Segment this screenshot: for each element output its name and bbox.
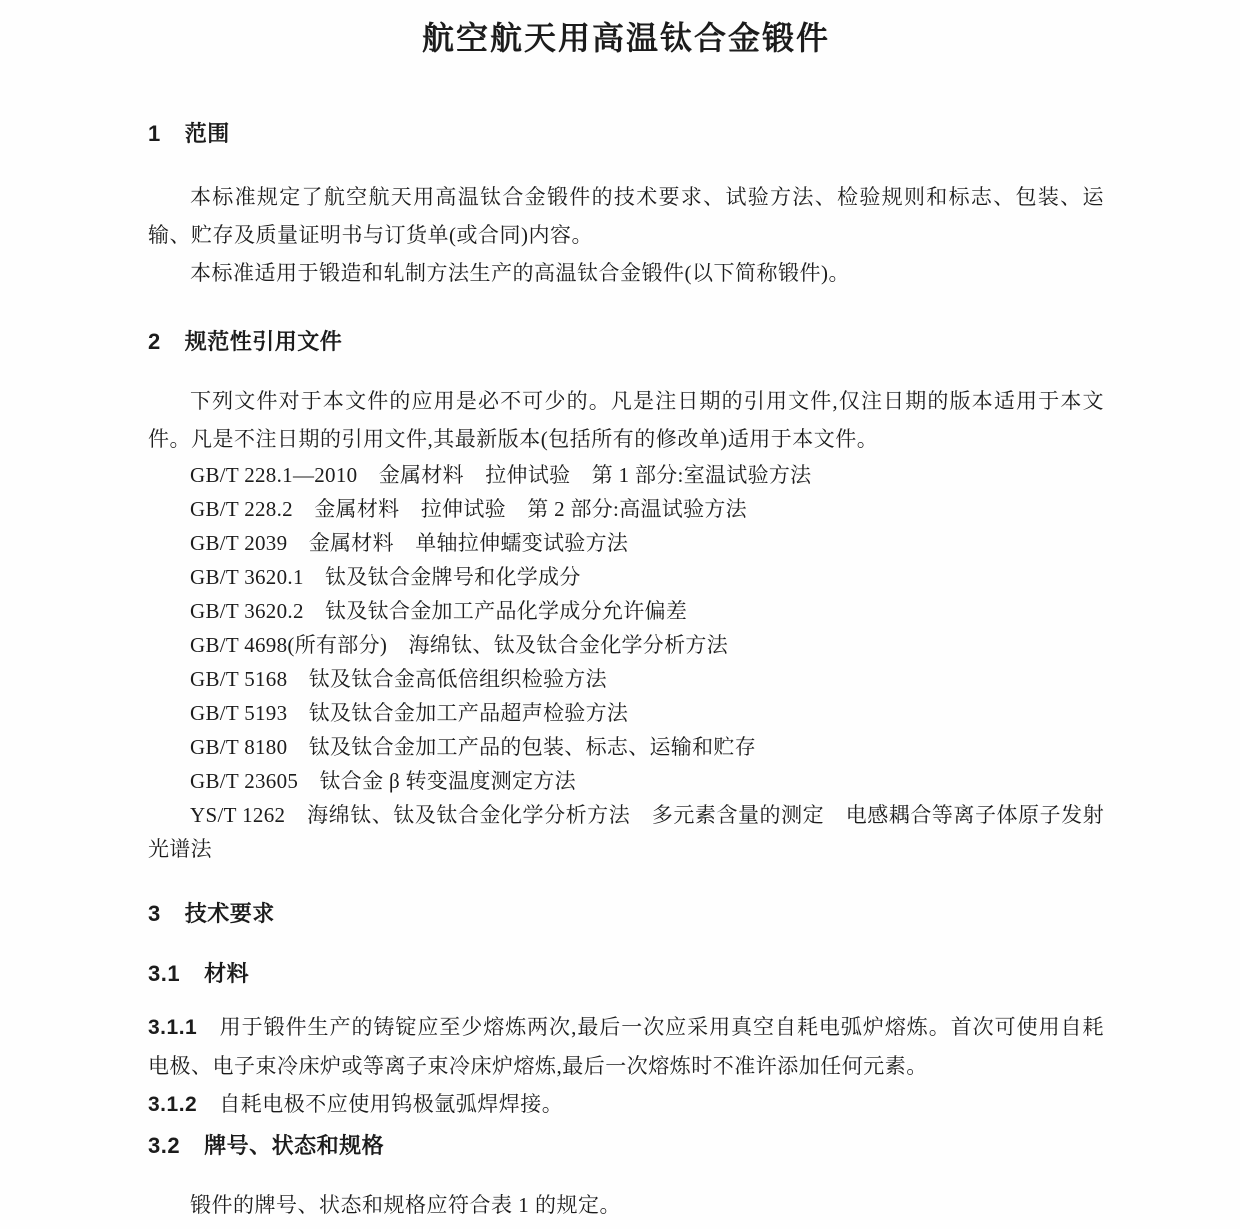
reference-item: GB/T 5193 钛及钛合金加工产品超声检验方法 bbox=[190, 701, 629, 725]
clause-3-1-2-number: 3.1.2 bbox=[148, 1093, 198, 1116]
clause-3-1-1-paragraph bbox=[148, 1008, 1104, 1085]
reference-item: GB/T 4698(所有部分) 海绵钛、钛及钛合金化学分析方法 bbox=[190, 633, 728, 657]
section-3-number: 3 bbox=[148, 901, 161, 926]
reference-item: GB/T 228.1—2010 金属材料 拉伸试验 第 1 部分:室温试验方法 bbox=[190, 463, 812, 487]
section-3-2-heading bbox=[148, 1134, 1104, 1158]
clause-3-1-2-text: 自耗电极不应使用钨极氩弧焊焊接。 bbox=[219, 1092, 564, 1116]
document-title: 航空航天用高温钛合金锻件 bbox=[421, 20, 830, 56]
section-1-heading bbox=[148, 122, 1104, 146]
clause-3-1-1-number: 3.1.1 bbox=[148, 1016, 198, 1039]
section-1-heading-text: 范围 bbox=[184, 121, 230, 146]
section-1-paragraph-2: 本标准适用于锻造和轧制方法生产的高温钛合金锻件(以下简称锻件)。 bbox=[190, 261, 850, 285]
section-2-intro-paragraph: 下列文件对于本文件的应用是必不可少的。凡是注日期的引用文件,仅注日期的版本适用于本文件。凡是不注日期的引用文件,其最新版本(包括所有的修改单)适用于本文件。 bbox=[148, 389, 1104, 451]
reference-item: GB/T 8180 钛及钛合金加工产品的包装、标志、运输和贮存 bbox=[190, 735, 757, 759]
section-1-paragraph-1: 本标准规定了航空航天用高温钛合金锻件的技术要求、试验方法、检验规则和标志、包装、运输、贮存及质量证明书与订货单(或合同)内容。 bbox=[148, 185, 1104, 247]
section-3-2-number: 3.2 bbox=[148, 1133, 181, 1158]
section-2-heading-text: 规范性引用文件 bbox=[184, 329, 343, 354]
section-3-heading-text: 技术要求 bbox=[184, 901, 275, 926]
section-2-heading bbox=[148, 330, 1104, 354]
section-3-1-heading-text: 材料 bbox=[204, 961, 250, 986]
section-3-1-heading bbox=[148, 962, 1104, 986]
reference-item: GB/T 228.2 金属材料 拉伸试验 第 2 部分:高温试验方法 bbox=[190, 497, 747, 521]
clause-3-1-1-text: 用于锻件生产的铸锭应至少熔炼两次,最后一次应采用真空自耗电弧炉熔炼。首次可使用自耗电极、电子束冷床炉或等离子束冷床炉熔炼,最后一次熔炼时不准许添加任何元素。 bbox=[148, 1015, 1104, 1078]
section-3-1-number: 3.1 bbox=[148, 961, 181, 986]
reference-item: GB/T 3620.1 钛及钛合金牌号和化学成分 bbox=[190, 565, 581, 589]
reference-item: GB/T 2039 金属材料 单轴拉伸蠕变试验方法 bbox=[190, 531, 629, 555]
section-1-number: 1 bbox=[148, 121, 161, 146]
section-2-number: 2 bbox=[148, 329, 161, 354]
section-3-2-paragraph: 锻件的牌号、状态和规格应符合表 1 的规定。 bbox=[190, 1193, 621, 1217]
reference-item: GB/T 23605 钛合金 β 转变温度测定方法 bbox=[190, 769, 576, 793]
reference-item: GB/T 3620.2 钛及钛合金加工产品化学成分允许偏差 bbox=[190, 599, 688, 623]
reference-item: GB/T 5168 钛及钛合金高低倍组织检验方法 bbox=[190, 667, 607, 691]
section-3-heading bbox=[148, 902, 1104, 926]
clause-3-1-2-paragraph bbox=[148, 1085, 1104, 1124]
reference-item: YS/T 1262 海绵钛、钛及钛合金化学分析方法 多元素含量的测定 电感耦合等离子体原子发射光谱法 bbox=[148, 803, 1104, 861]
normative-reference-list bbox=[148, 458, 1104, 866]
section-3-2-heading-text: 牌号、状态和规格 bbox=[204, 1133, 385, 1158]
